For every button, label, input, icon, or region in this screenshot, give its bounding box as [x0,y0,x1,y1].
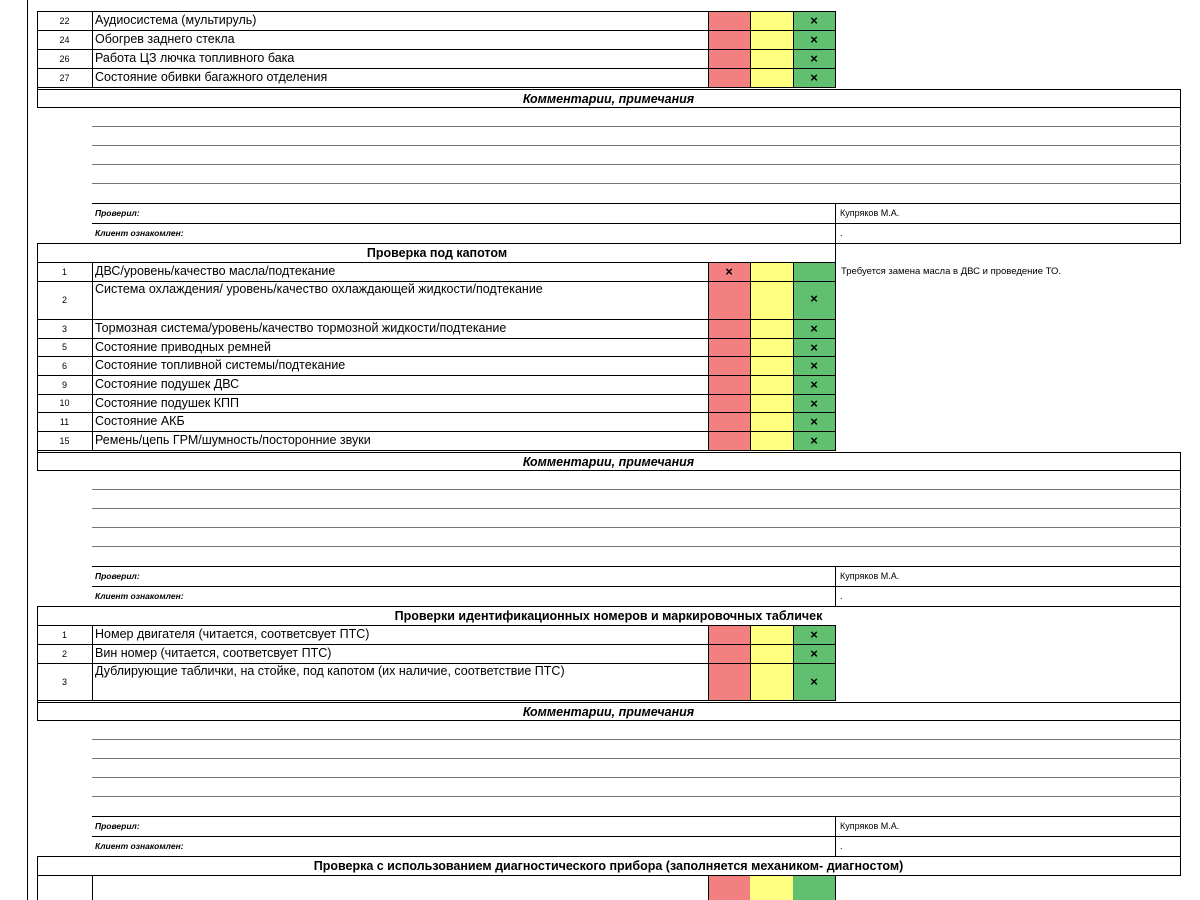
row-number: 3 [61,323,67,334]
checked-label: Проверил: [95,571,140,581]
check-mark: × [810,358,818,373]
row-number: 22 [59,15,70,26]
row-number: 11 [59,416,70,427]
client-label: Клиент ознакомлен: [95,228,184,238]
inspector-name: Купряков М.А. [840,208,900,218]
row-number: 9 [61,379,67,390]
comments-heading: Комментарии, примечания [522,91,695,106]
row-name: Вин номер (читается, соответсвует ПТС) [95,646,332,660]
client-value: . [840,591,843,601]
row-name: Аудиосистема (мультируль) [95,13,257,27]
row-name: Состояние обивки багажного отделения [95,70,328,84]
row-number: 3 [61,677,67,687]
row-name: Состояние приводных ремней [95,339,271,354]
row-name: Ремень/цепь ГРМ/шумность/посторонние звуки [95,433,371,447]
client-label: Клиент ознакомлен: [95,591,184,601]
status-red-column [708,875,750,900]
check-mark: × [810,291,818,306]
row-name: ДВС/уровень/качество масла/подтекание [95,264,336,278]
ident-section-title: Проверки идентификационных номеров и маркировочных табличек [394,608,823,623]
row-number: 26 [59,53,70,64]
row-number: 1 [61,266,67,277]
inspector-name: Купряков М.А. [840,571,900,581]
row-name: Система охлаждения/ уровень/качество охлаждающей жидкости/подтекание [95,282,543,296]
row-name: Состояние подушек ДВС [95,377,240,391]
check-mark: × [810,627,818,642]
row-name: Тормозная система/уровень/качество тормозной жидкости/подтекание [95,321,507,335]
check-mark: × [810,51,818,66]
check-mark: × [810,414,818,429]
check-mark: × [810,377,818,392]
check-mark: × [810,395,818,411]
status-yellow-column [750,875,793,900]
check-mark: × [810,13,818,28]
row-name: Работа ЦЗ лючка топливного бака [95,51,295,65]
row-number: 27 [59,72,70,83]
status-green-column [793,875,835,900]
row-number: 2 [61,648,67,659]
check-mark: × [810,674,818,689]
row-number: 24 [59,34,70,45]
client-value: . [840,228,843,238]
inspector-name: Купряков М.А. [840,821,900,831]
row-number: 6 [61,360,67,371]
check-mark: × [725,264,733,279]
row-note: Требуется замена масла в ДВС и проведение ТО. [841,266,1062,277]
diag-section-title: Проверка с использованием диагностического прибора (заполняется механиком- диагностом) [313,858,904,873]
row-name: Состояние АКБ [95,414,185,428]
check-mark: × [810,339,818,355]
check-mark: × [810,321,818,336]
hood-section-title: Проверка под капотом [366,245,508,260]
comments-heading: Комментарии, примечания [522,704,695,719]
row-name: Номер двигателя (читается, соответсвует ПТС) [95,627,370,641]
check-mark: × [810,433,818,448]
checked-label: Проверил: [95,821,140,831]
comments-heading: Комментарии, примечания [522,454,695,469]
row-number: 2 [61,295,67,305]
check-mark: × [810,70,818,85]
check-mark: × [810,646,818,661]
client-label: Клиент ознакомлен: [95,841,184,851]
row-number: 1 [61,629,67,640]
check-mark: × [810,32,818,47]
row-number: 15 [59,435,70,446]
checked-label: Проверил: [95,208,140,218]
row-name: Обогрев заднего стекла [95,32,235,46]
row-name: Дублирующие таблички, на стойке, под капотом (их наличие, соответствие ПТС) [95,664,565,678]
client-value: . [840,841,843,851]
row-number: 5 [61,342,67,352]
row-number: 10 [59,398,70,408]
row-name: Состояние топливной системы/подтекание [95,358,346,372]
row-name: Состояние подушек КПП [95,395,240,410]
